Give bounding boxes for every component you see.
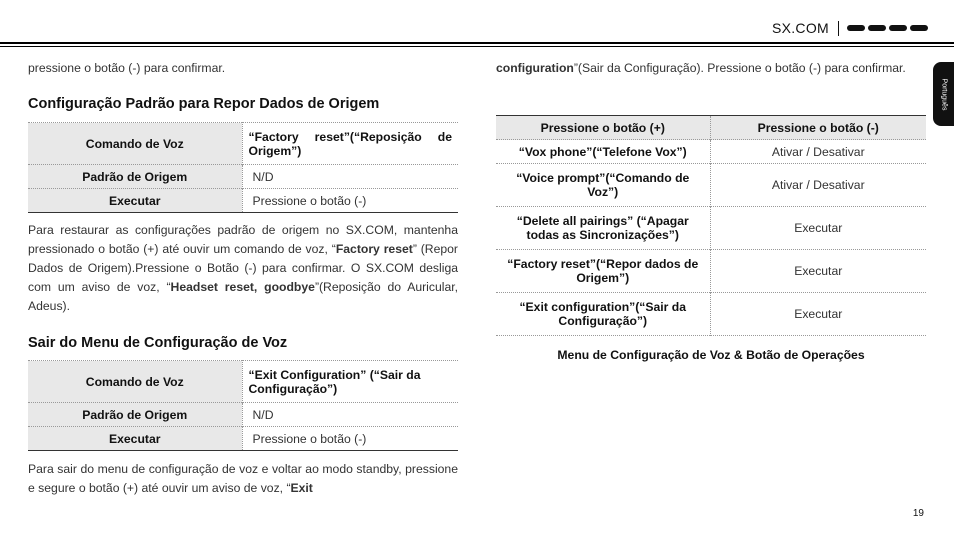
table-caption: Menu de Configuração de Voz & Botão de Operações — [557, 348, 865, 362]
table-row — [496, 293, 926, 336]
table-row — [496, 140, 926, 164]
exit-config-table — [28, 360, 458, 451]
row-value: “Factory reset”(“Reposição de Origem”) — [248, 129, 452, 158]
brand-separator — [838, 21, 839, 36]
table-header-row — [496, 116, 926, 140]
command-action: Executar — [794, 221, 843, 235]
row-label: Padrão de Origem — [28, 403, 242, 427]
voice-command: “Exit configuration”(“Sair da Configuração”) — [496, 293, 710, 336]
row-label: Padrão de Origem — [28, 165, 242, 189]
right-intro: configuration”(Sair da Configuração). Pressione o botão (-) para confirmar. — [496, 61, 906, 75]
factory-reset-table — [28, 122, 458, 213]
table-row — [496, 207, 926, 250]
row-value: “Exit Configuration” (“Sair da Configuração”) — [248, 367, 421, 396]
row-value: N/D — [252, 407, 274, 422]
language-tab: Português — [933, 62, 954, 126]
section1-heading: Configuração Padrão para Repor Dados de Origem — [28, 96, 380, 112]
table-row — [496, 164, 926, 207]
row-value: Pressione o botão (-) — [252, 431, 367, 446]
table-row — [28, 361, 458, 403]
voice-command: “Vox phone”(“Telefone Vox”) — [496, 140, 710, 164]
brand-text: SX.COM — [771, 20, 829, 36]
header-rule-thick — [0, 42, 954, 44]
table-row — [28, 427, 458, 451]
table-row — [28, 403, 458, 427]
column-header: Pressione o botão (-) — [710, 116, 926, 140]
table-row — [28, 123, 458, 165]
left-intro: pressione o botão (-) para confirmar. — [28, 61, 226, 75]
row-value: Pressione o botão (-) — [252, 193, 367, 208]
command-action: Executar — [794, 264, 843, 278]
row-value: N/D — [252, 169, 274, 184]
brand — [772, 20, 928, 36]
column-header: Pressione o botão (+) — [496, 116, 710, 140]
voice-command: “Factory reset”(“Repor dados de Origem”) — [496, 250, 710, 293]
header-rule-thin — [0, 46, 954, 47]
table-row — [496, 250, 926, 293]
row-label: Executar — [28, 427, 242, 451]
row-label: Executar — [28, 189, 242, 213]
table-row — [28, 189, 458, 213]
voice-command: “Delete all pairings” (“Apagar todas as Sincronizações”) — [496, 207, 710, 250]
section2-paragraph: Para sair do menu de configuração de voz e voltar ao modo standby, pressione e segure o botão (+) até ouvir um aviso de voz, “Exit — [28, 462, 458, 495]
voice-config-table — [496, 115, 926, 336]
section1-paragraph: Para restaurar as configurações padrão de origem no SX.COM, mantenha pressionado o botão (+) até ouvir um comando de voz, “Factory reset” (Repor Dados de Origem).Pressione o Botão (-) para confirmar. O SX.COM desliga com um aviso de voz, “Headset reset, goodbye”(Reposição do Auricular, Adeus). — [28, 223, 458, 313]
section2-heading: Sair do Menu de Configuração de Voz — [28, 335, 288, 351]
table-row — [28, 165, 458, 189]
voice-command: “Voice prompt”(“Comando de Voz”) — [496, 164, 710, 207]
row-label: Comando de Voz — [28, 361, 242, 403]
command-action: Ativar / Desativar — [771, 144, 865, 159]
command-action: Ativar / Desativar — [771, 178, 865, 192]
command-action: Executar — [794, 307, 843, 321]
nexx-logo — [847, 25, 928, 31]
page-number: 19 — [912, 508, 924, 519]
row-label: Comando de Voz — [28, 123, 242, 165]
